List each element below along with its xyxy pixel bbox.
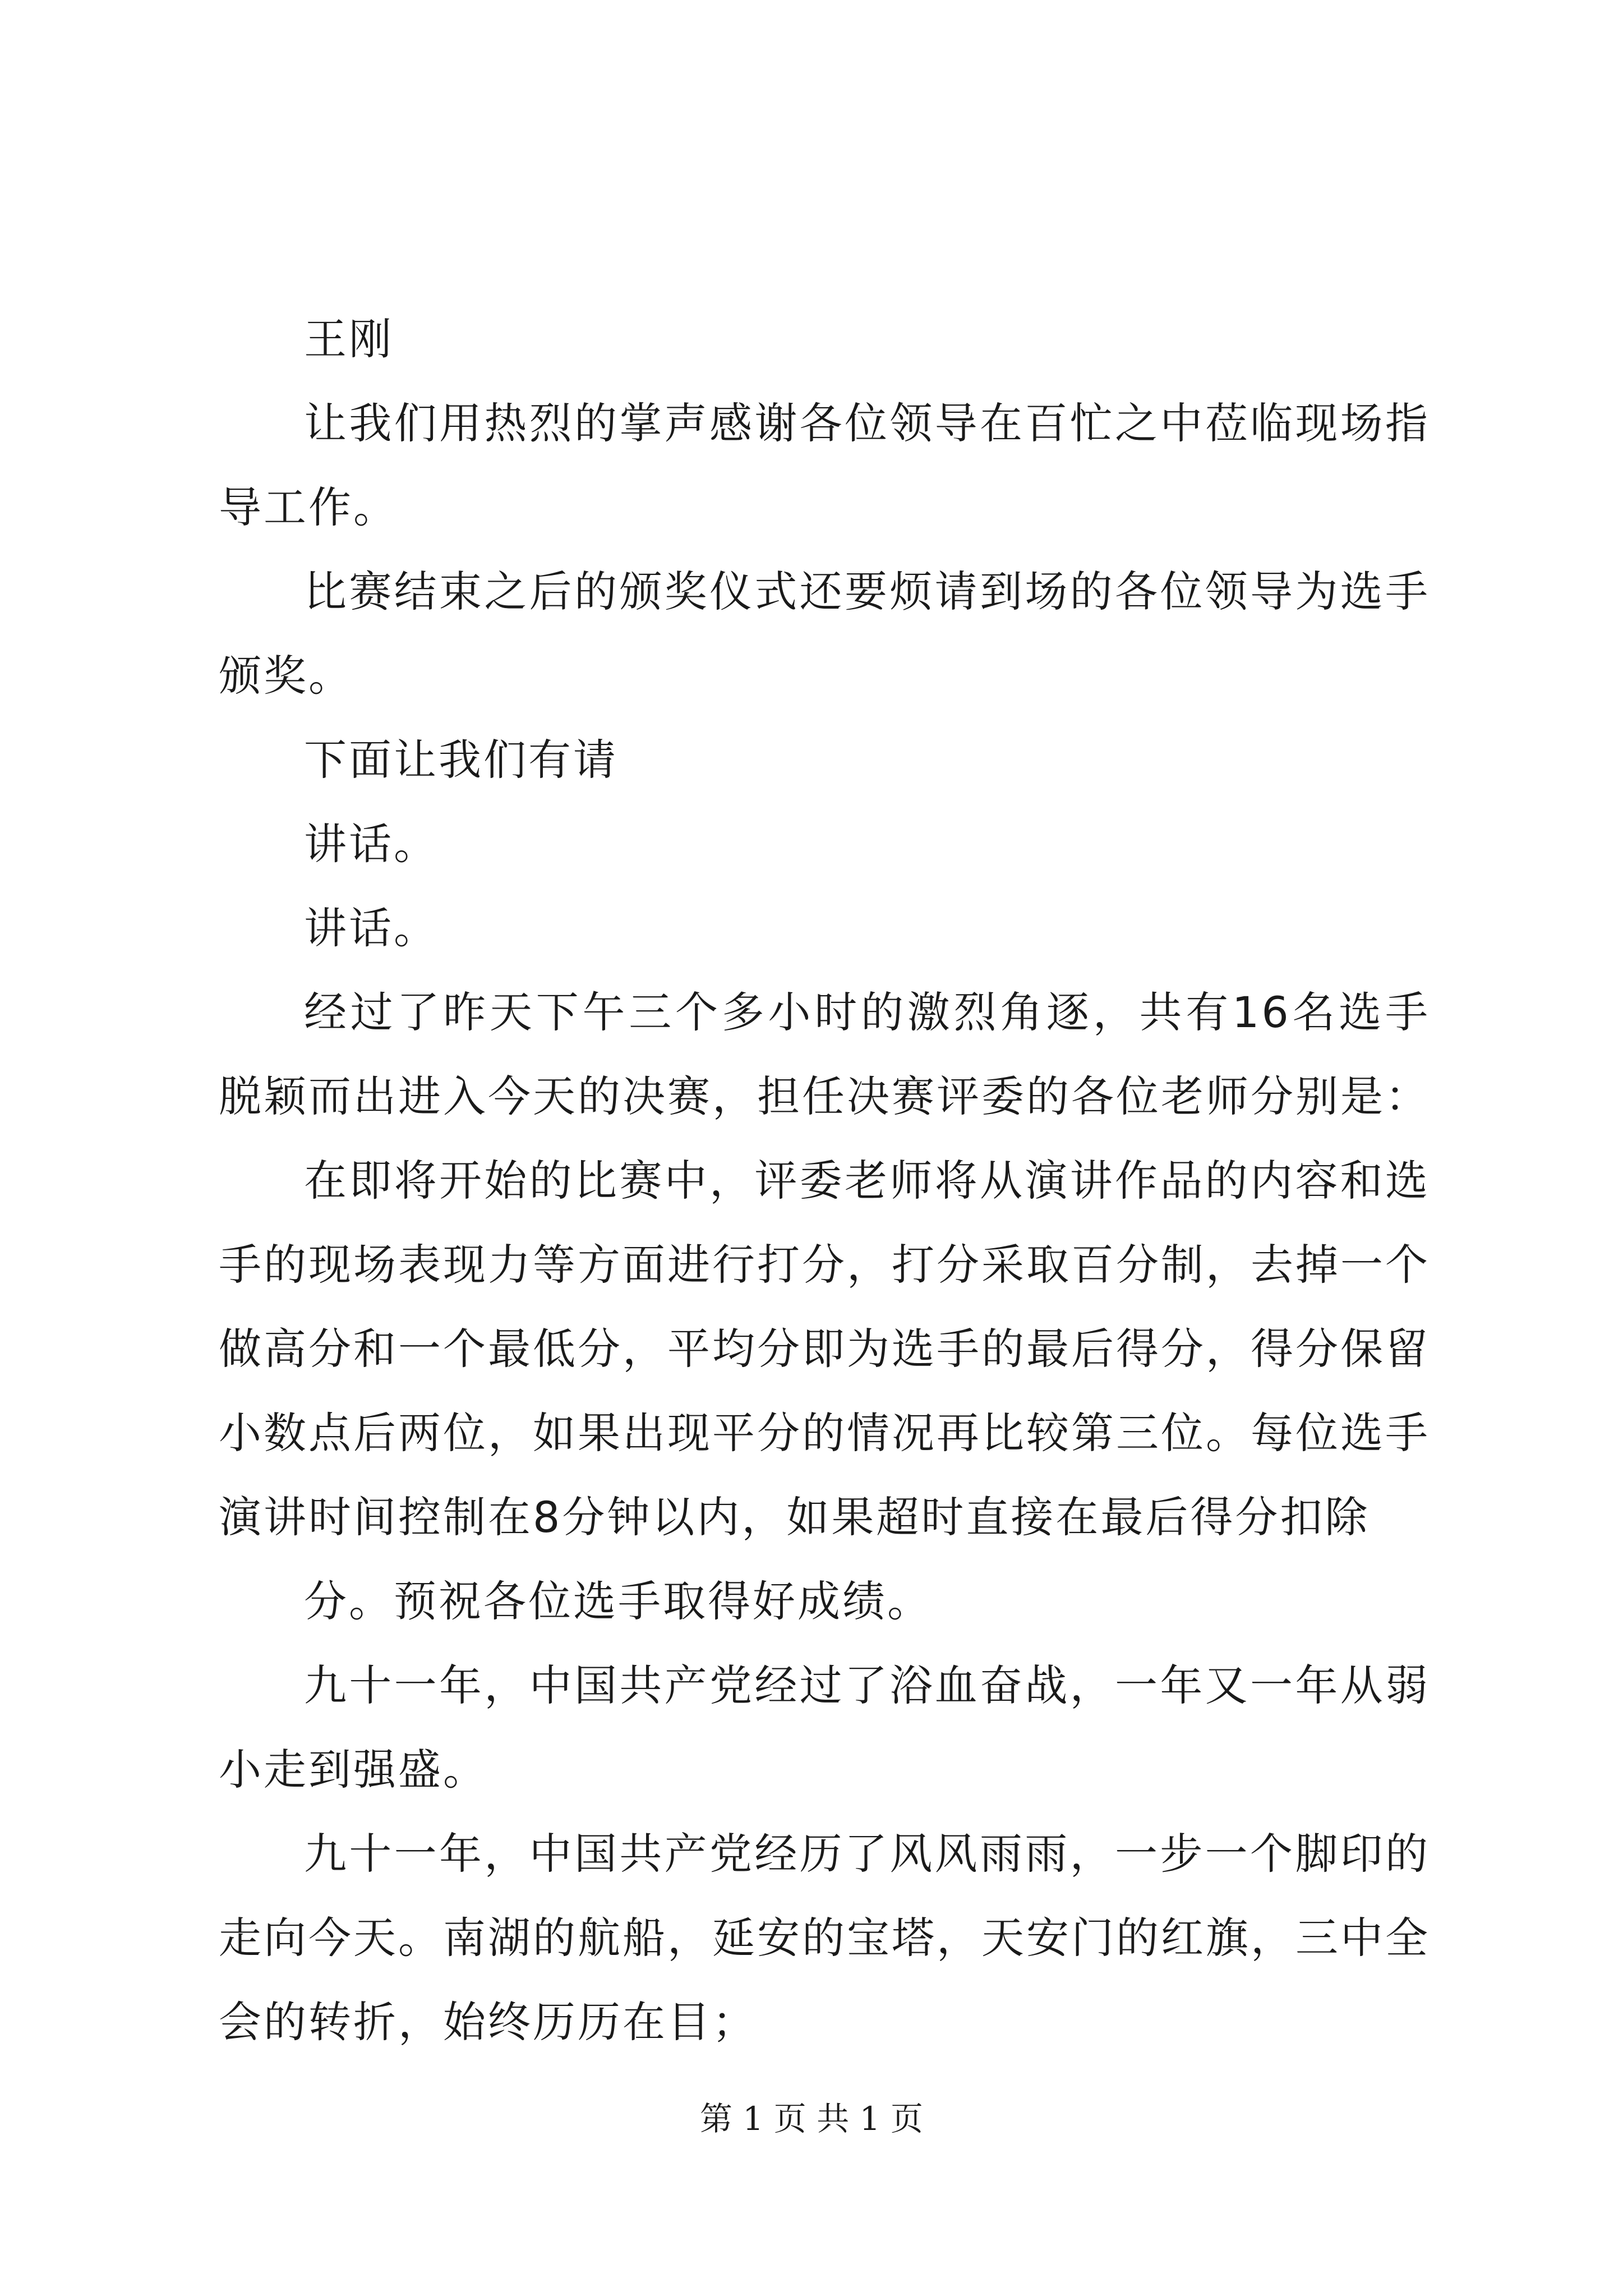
paragraph-ninety-one-years-1: 九十一年，中国共产党经过了浴血奋战，一年又一年从弱小走到强盛。: [219, 1660, 1430, 1795]
paragraph-award-ceremony: 比赛结束之后的颁奖仪式还要烦请到场的各位领导为选手颁奖。: [219, 567, 1430, 701]
document-body: [219, 297, 1430, 2064]
page-footer: 第 1 页 共 1 页: [700, 2100, 923, 2138]
paragraph-speech-1: 讲话。: [304, 819, 439, 869]
paragraph-scoring-rules: 在即将开始的比赛中，评委老师将从演讲作品的内容和选手的现场表现力等方面进行打分，打分采取百分制，去掉一个做高分和一个最低分，平均分即为选手的最后得分，得分保留小数点后两位，如果出现平分的情况再比较第三位。每位选手演讲时间控制在8分钟以内，如果超时直接在最后得分扣除: [219, 1156, 1430, 1542]
paragraph-thanks-leaders: 让我们用热烈的掌声感谢各位领导在百忙之中莅临现场指导工作。: [219, 398, 1430, 532]
paragraph-invite: 下面让我们有请: [304, 735, 618, 785]
paragraph-ninety-one-years-2: 九十一年，中国共产党经历了风风雨雨，一步一个脚印的走向今天。南湖的航船，延安的宝塔，天安门的红旗，三中全会的转折，始终历历在目；: [219, 1829, 1430, 2047]
paragraph-finalists: 经过了昨天下午三个多小时的激烈角逐，共有16名选手脱颖而出进入今天的决赛，担任决赛评委的各位老师分别是：: [219, 987, 1430, 1121]
paragraph-good-luck: 分。预祝各位选手取得好成绩。: [304, 1576, 932, 1626]
paragraph-name: 王刚: [304, 314, 394, 364]
paragraph-speech-2: 讲话。: [304, 903, 439, 953]
